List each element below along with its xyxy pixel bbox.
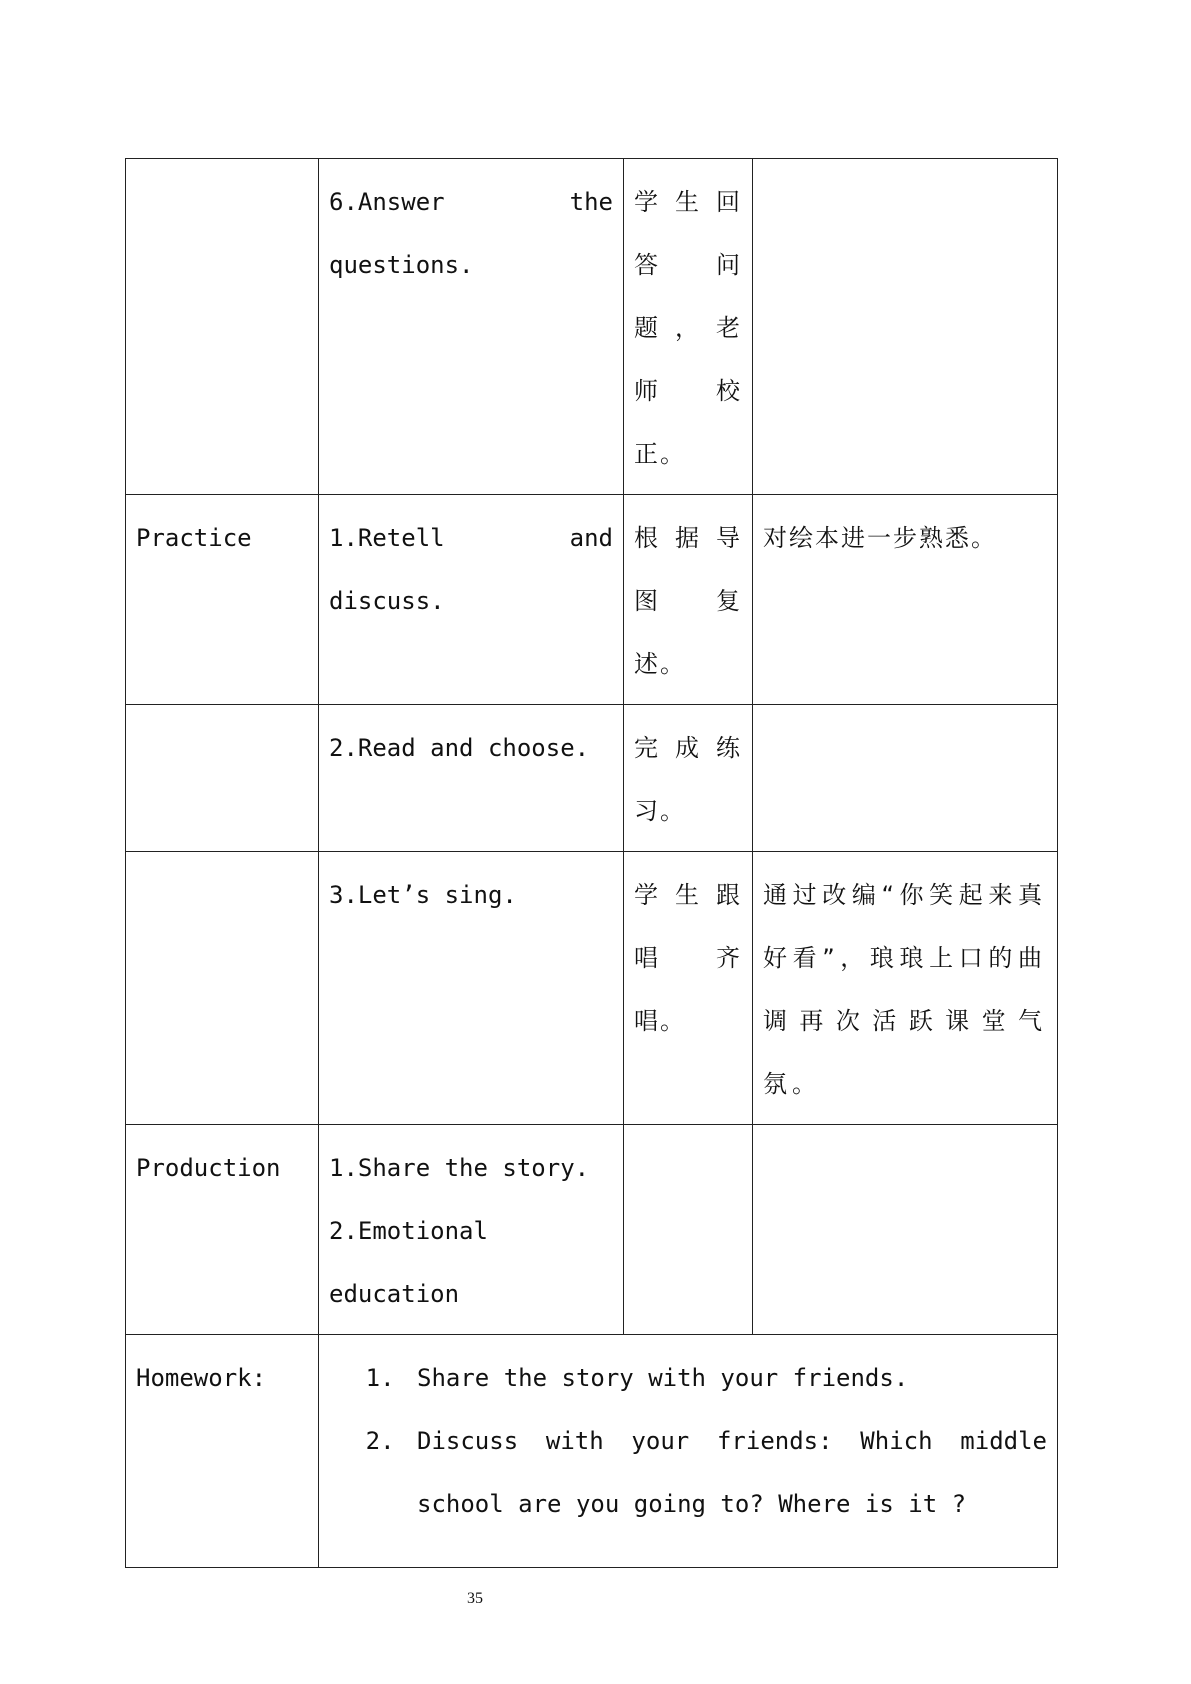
student-activity-cell	[624, 159, 753, 495]
homework-item-text: 2. Discuss with your friends: Which middle school are you going to? Where is it ?	[417, 1427, 1047, 1518]
activity-line: education	[329, 1280, 460, 1308]
student-line: 题，老	[634, 314, 742, 342]
homework-row	[126, 1335, 1058, 1568]
student-line: 答 问	[634, 251, 742, 279]
activity-cell	[319, 705, 624, 852]
student-activity-cell	[624, 852, 753, 1125]
homework-item-text: Share the story with your friends.	[417, 1364, 909, 1392]
homework-label: Homework:	[126, 1335, 319, 1568]
purpose-text: 通过改编“你笑起来真好看”，琅琅上口的曲调再次活跃课堂气氛。	[763, 881, 1047, 1098]
student-line: 师 校	[634, 377, 742, 405]
activity-cell	[319, 159, 624, 495]
table-row	[126, 705, 1058, 852]
student-line: 唱。	[634, 1007, 686, 1035]
purpose-cell	[753, 705, 1058, 852]
purpose-cell: 对绘本进一步熟悉。	[753, 495, 1058, 705]
activity-line: 2.Read and choose.	[329, 734, 590, 762]
stage-cell	[126, 852, 319, 1125]
lesson-plan-table	[125, 158, 1058, 1568]
student-activity-cell	[624, 705, 753, 852]
activity-line: discuss.	[329, 587, 445, 615]
table-row	[126, 852, 1058, 1125]
activity-cell	[319, 1125, 624, 1335]
table-row	[126, 495, 1058, 705]
homework-item	[409, 1410, 1047, 1536]
activity-cell	[319, 852, 624, 1125]
homework-content	[319, 1335, 1058, 1568]
student-line: 正。	[634, 440, 686, 468]
student-line: 学生跟	[634, 881, 742, 909]
table-row	[126, 159, 1058, 495]
student-line: 完成练	[634, 734, 742, 762]
stage-cell: Production	[126, 1125, 319, 1335]
student-activity-cell	[624, 495, 753, 705]
table-row	[126, 1125, 1058, 1335]
stage-cell	[126, 705, 319, 852]
activity-cell	[319, 495, 624, 705]
activity-line: 2.Emotional	[329, 1217, 488, 1245]
purpose-cell	[753, 1125, 1058, 1335]
student-line: 图 复	[634, 587, 742, 615]
page-number: 35	[467, 1590, 483, 1607]
student-line: 学生回	[634, 188, 742, 216]
activity-line: 3.Let’s sing.	[329, 881, 517, 909]
homework-list	[359, 1347, 1047, 1536]
purpose-cell	[753, 852, 1058, 1125]
activity-line: questions.	[329, 251, 474, 279]
stage-cell: Practice	[126, 495, 319, 705]
student-line: 根据导	[634, 524, 742, 552]
activity-line: 6.Answer the	[329, 188, 613, 216]
homework-item	[409, 1347, 1047, 1410]
student-line: 习。	[634, 797, 686, 825]
student-activity-cell	[624, 1125, 753, 1335]
purpose-cell	[753, 159, 1058, 495]
activity-line: 1.Retell and	[329, 524, 613, 552]
student-line: 唱 齐	[634, 944, 742, 972]
stage-cell	[126, 159, 319, 495]
student-line: 述。	[634, 650, 686, 678]
activity-line: 1.Share the story.	[329, 1154, 590, 1182]
